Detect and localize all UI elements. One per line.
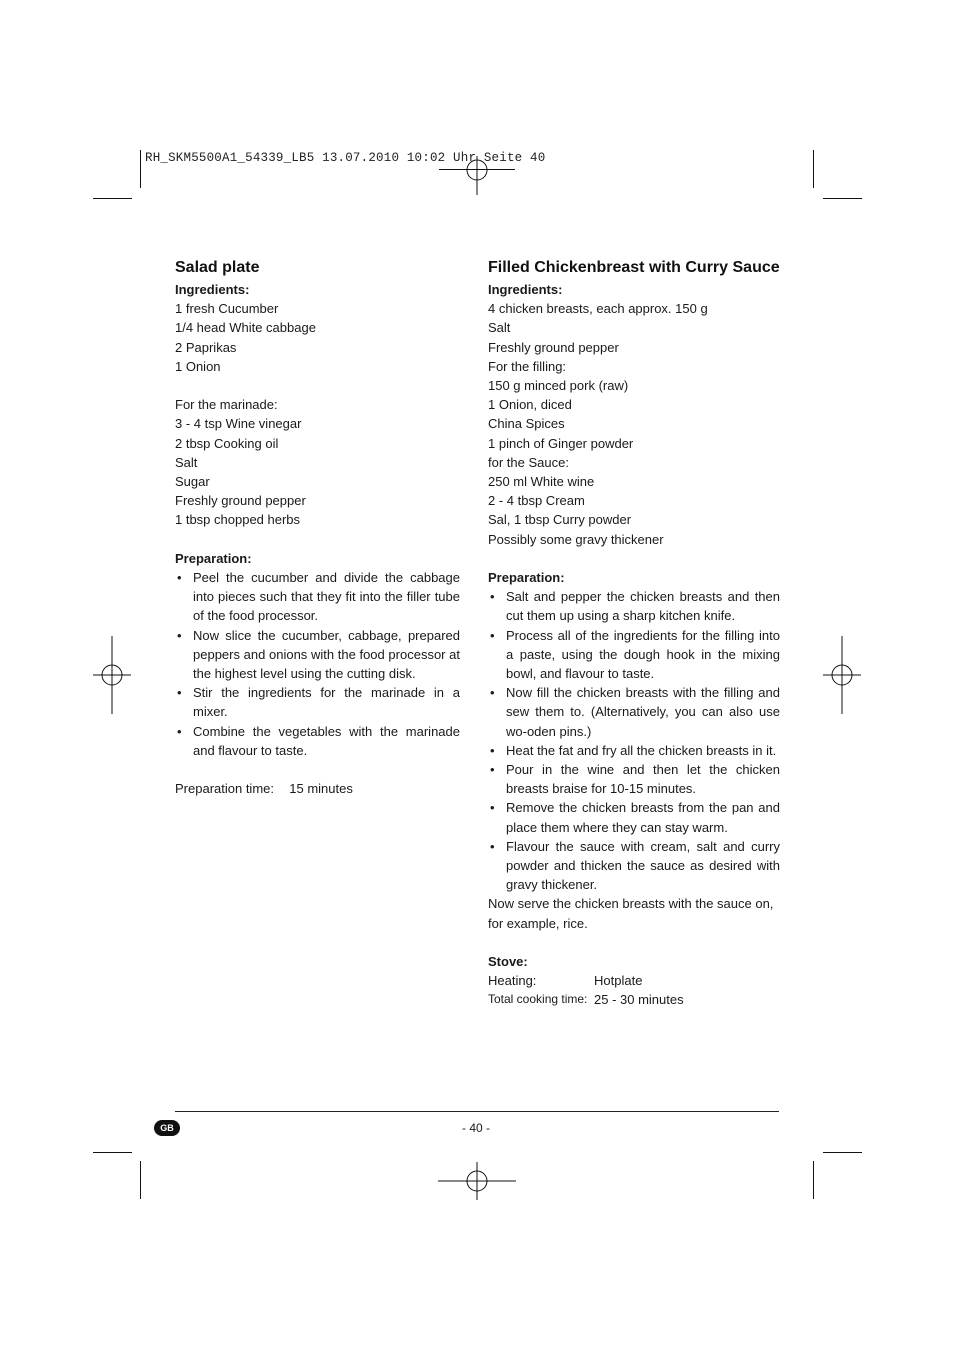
- crop-mark: [93, 1152, 132, 1153]
- chicken-step: • Salt and pepper the chicken breasts and then cut them up using a sharp kitchen knife.: [488, 587, 780, 625]
- crop-mark: [93, 198, 132, 199]
- marinade-item: 1 tbsp chopped herbs: [175, 512, 301, 528]
- salad-ingredient: 1/4 head White cabbage: [175, 320, 316, 336]
- cooking-time-row: [488, 990, 780, 1009]
- marinade-item: Salt: [175, 454, 198, 470]
- chicken-ingredient: 1 pinch of Ginger powder: [488, 435, 634, 451]
- salad-step: • Peel the cucumber and divide the cabbage into pieces such that they fit into the filler tube of the food processor.: [175, 568, 460, 626]
- heating-row: [488, 971, 780, 990]
- chicken-ingredient: Sal, 1 tbsp Curry powder: [488, 512, 632, 528]
- salad-recipe: [175, 258, 460, 798]
- salad-step: • Combine the vegetables with the marinade and flavour to taste.: [175, 722, 460, 760]
- print-header: RH_SKM5500A1_54339_LB5 13.07.2010 10:02 Uhr Seite 40: [145, 151, 546, 165]
- chicken-ingredient: Salt: [488, 320, 511, 336]
- chicken-step: • Pour in the wine and then let the chicken breasts braise for 10-15 minutes.: [488, 760, 780, 798]
- chicken-step: • Flavour the sauce with cream, salt and curry powder and thicken the sauce as desired with gravy thickener.: [488, 837, 780, 895]
- stove-heading: Stove:: [488, 954, 528, 970]
- page-number: - 40 -: [461, 1121, 490, 1135]
- footer-rule: [175, 1111, 779, 1112]
- registration-mark-left: [73, 636, 151, 714]
- chicken-ingredients-heading: Ingredients:: [488, 282, 563, 297]
- chicken-ingredient: 1 Onion, diced: [488, 397, 572, 413]
- crop-mark: [813, 150, 814, 188]
- chicken-steps: [488, 587, 780, 894]
- salad-prep-time: [175, 779, 460, 798]
- chicken-step: • Remove the chicken breasts from the pan and place them where they can stay warm.: [488, 798, 780, 836]
- salad-ingredients-heading: Ingredients:: [175, 282, 250, 297]
- language-badge: GB: [154, 1120, 180, 1136]
- crop-mark: [813, 1161, 814, 1199]
- crop-mark: [140, 150, 141, 188]
- chicken-ingredient: 250 ml White wine: [488, 474, 595, 490]
- chicken-ingredient: For the filling:: [488, 358, 567, 374]
- cooking-time-label: Total cooking time:: [488, 992, 588, 1007]
- salad-ingredient: 2 Paprikas: [175, 339, 237, 355]
- salad-ingredient: 1 fresh Cucumber: [175, 301, 279, 317]
- chicken-title: Filled Chickenbreast with Curry Sauce: [488, 259, 780, 276]
- marinade-item: Freshly ground pepper: [175, 493, 306, 509]
- chicken-recipe: [488, 258, 780, 1010]
- salad-preparation-heading: Preparation:: [175, 550, 252, 566]
- chicken-ingredient: 150 g minced pork (raw): [488, 378, 629, 394]
- marinade-item: 2 tbsp Cooking oil: [175, 435, 279, 451]
- crop-mark: [823, 1152, 862, 1153]
- chicken-ingredient: Possibly some gravy thickener: [488, 531, 664, 547]
- registration-mark-bottom: [438, 1142, 516, 1220]
- crop-mark: [823, 198, 862, 199]
- marinade-heading: For the marinade:: [175, 397, 278, 413]
- salad-steps: [175, 568, 460, 760]
- chicken-ingredient: 2 - 4 tbsp Cream: [488, 493, 585, 509]
- cooking-time-value: 25 - 30 minutes: [594, 992, 684, 1008]
- chicken-preparation-heading: Preparation:: [488, 570, 565, 586]
- salad-title: Salad plate: [175, 259, 260, 276]
- crop-mark: [140, 1161, 141, 1199]
- salad-ingredient: 1 Onion: [175, 358, 221, 374]
- prep-time-value: 15 minutes: [289, 781, 353, 797]
- chicken-step: • Heat the fat and fry all the chicken breasts in it.: [488, 741, 780, 760]
- prep-time-label: Preparation time:: [175, 781, 274, 797]
- salad-step: • Now slice the cucumber, cabbage, prepared peppers and onions with the food processor at the highest level using the cutting disk.: [175, 626, 460, 684]
- chicken-ingredient: for the Sauce:: [488, 454, 569, 470]
- chicken-ingredient: Freshly ground pepper: [488, 339, 619, 355]
- heating-label: Heating:: [488, 973, 537, 989]
- chicken-step: • Process all of the ingredients for the filling into a paste, using the dough hook in the mixing bowl, and flavour to taste.: [488, 626, 780, 684]
- marinade-item: 3 - 4 tsp Wine vinegar: [175, 416, 302, 432]
- marinade-item: Sugar: [175, 474, 210, 490]
- chicken-ingredient: China Spices: [488, 416, 565, 432]
- chicken-ingredient: 4 chicken breasts, each approx. 150 g: [488, 301, 708, 317]
- serve-note: Now serve the chicken breasts with the sauce on, for example, rice.: [488, 896, 774, 931]
- registration-mark-right: [803, 636, 881, 714]
- salad-step: • Stir the ingredients for the marinade in a mixer.: [175, 683, 460, 721]
- registration-mark-top: [438, 131, 516, 209]
- heating-value: Hotplate: [594, 973, 643, 989]
- chicken-step: • Now fill the chicken breasts with the filling and sew them to. (Alternatively, you can also use wo-oden pins.): [488, 683, 780, 741]
